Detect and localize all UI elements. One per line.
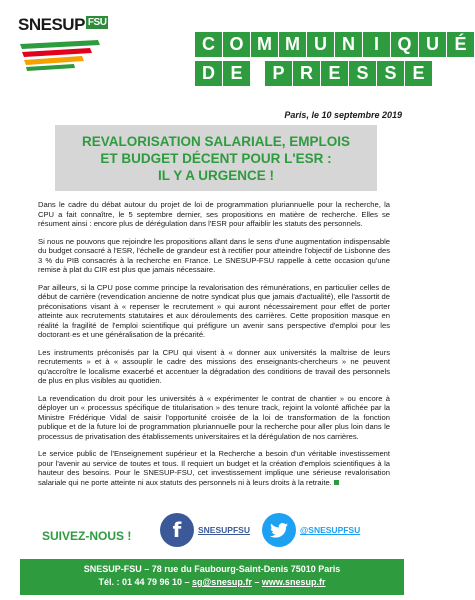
paragraph-final (38, 449, 390, 487)
banner-letter: É (447, 32, 475, 57)
twitter-link[interactable] (262, 513, 360, 547)
banner-letter: D (195, 61, 223, 86)
paragraph: Si nous ne pouvons que rejoindre les propositions allant dans le sens d'une augmentation indispensable du budget consacré à l'ESR, l'échelle de grandeur est à rectifier pour atteindre l'objectif de Lisbonne des 3 % du PIB consacrés à la recherche en France. Le SNESUP-FSU rappelle à cette occasion qu'une remise à plat du CIR est plus que jamais nécessaire. (38, 236, 390, 274)
banner-letter: S (377, 61, 405, 86)
banner-letter: M (251, 32, 279, 57)
banner-letter: N (335, 32, 363, 57)
banner-letter: U (307, 32, 335, 57)
communique-de-presse-banner (195, 32, 475, 90)
email-link[interactable]: sg@snesup.fr (192, 577, 252, 587)
banner-letter: Q (391, 32, 419, 57)
facebook-icon[interactable]: f (160, 513, 194, 547)
paragraph: Les instruments préconisés par la CPU qui visent à « donner aux universités la maîtrise de leurs recrutements » et à « assouplir le cadre des missions des enseignants-chercheurs » ne peuvent qu'accroître le localisme exacerbé et accentuer la dégradation des conditions de travail des personnels de plus en plus visibles au quotidien. (38, 347, 390, 385)
facebook-link[interactable] (160, 513, 250, 547)
logo-badge: FSU (87, 17, 107, 28)
presse-row (195, 61, 475, 86)
banner-letter: E (321, 61, 349, 86)
phone-number: Tél. : 01 44 79 96 10 – (98, 577, 193, 587)
banner-letter (251, 61, 265, 86)
banner-letter: C (195, 32, 223, 57)
headline-box (55, 125, 377, 191)
banner-letter: I (363, 32, 391, 57)
website-link[interactable]: www.snesup.fr (261, 577, 326, 587)
banner-letter: S (349, 61, 377, 86)
banner-letter: O (223, 32, 251, 57)
address-line: SNESUP-FSU – 78 rue du Faubourg-Saint-Denis 75010 Paris (83, 564, 341, 574)
twitter-handle[interactable]: @SNESUPFSU (300, 525, 361, 535)
separator: – (251, 577, 262, 587)
headline-line-3: IL Y A URGENCE ! (157, 168, 275, 183)
banner-letter: E (405, 61, 433, 86)
twitter-bird-icon[interactable] (262, 513, 296, 547)
press-date: Paris, le 10 septembre 2019 (284, 110, 402, 120)
article-body (38, 200, 390, 495)
headline-line-1: REVALORISATION SALARIALE, EMPLOIS (81, 134, 350, 149)
logo-text: SNESUP (18, 15, 85, 34)
paragraph: La revendication du droit pour les universités à « expérimenter le contrat de chantier » ou encore à déployer un « processus spécifique de titularisation » des tenure track, rejoint la volonté affichée par la Ministre Frédérique Vidal de saisir l'opportunité croisée de la loi de transformation de la fonction publique et de la future loi de programmation pluriannuelle pour la recherche pour aller plus loin dans le processus de privatisation des établissements universitaires et la dérégulation de nos carrières. (38, 393, 390, 441)
logo-stripes (18, 38, 114, 72)
banner-letter: E (223, 61, 251, 86)
banner-letter: P (265, 61, 293, 86)
communique-row (195, 32, 475, 57)
contact-line (20, 576, 404, 589)
banner-letter: U (419, 32, 447, 57)
banner-letter: R (293, 61, 321, 86)
facebook-handle[interactable]: SNESUPFSU (198, 525, 250, 535)
paragraph: Par ailleurs, si la CPU pose comme principe la revalorisation des rémunérations, en particulier celles de début de carrière (revendication ancienne de notre syndicat plus que jamais d'actualité), elle l'assortit de préconisations visant à « repenser le recrutement » qui auront nécessairement pour effet de porter atteinte aux recrutements statutaires et aux déroulements des carrières. Cette proposition masque en réalité la fragilité de l'emploi scientifique qui préfigure un avenir sans perspective d'emploi pour les doctorant·es et une généralisation de la précarité. (38, 282, 390, 339)
snesup-logo (18, 16, 118, 78)
paragraph-text: Le service public de l'Enseignement supérieur et la Recherche a besoin d'un véritable investissement pour l'avenir au service de toutes et tous. Il requiert un budget et la création d'emplois scientifiques à la hauteur des besoins. Pour le SNESUP-FSU, cet investissement implique une sérieuse revalorisation salariale qui ne porte atteinte ni aux statuts des personnels ni à leurs droits à la retraite. (38, 449, 390, 487)
follow-us-label: SUIVEZ-NOUS ! (42, 529, 132, 543)
end-square-icon (334, 480, 339, 485)
contact-footer (20, 559, 404, 595)
paragraph: Dans le cadre du débat autour du projet de loi de programmation pluriannuelle pour la recherche, la CPU a fait connaître, le 5 septembre dernier, ses propositions en matière de recherche. Elles se résument ainsi : encore plus de dérégulation dans l'ESR pour affaiblir les statuts des personnels. (38, 200, 390, 228)
headline-line-2: ET BUDGET DÉCENT POUR L'ESR : (100, 151, 332, 166)
banner-letter: M (279, 32, 307, 57)
